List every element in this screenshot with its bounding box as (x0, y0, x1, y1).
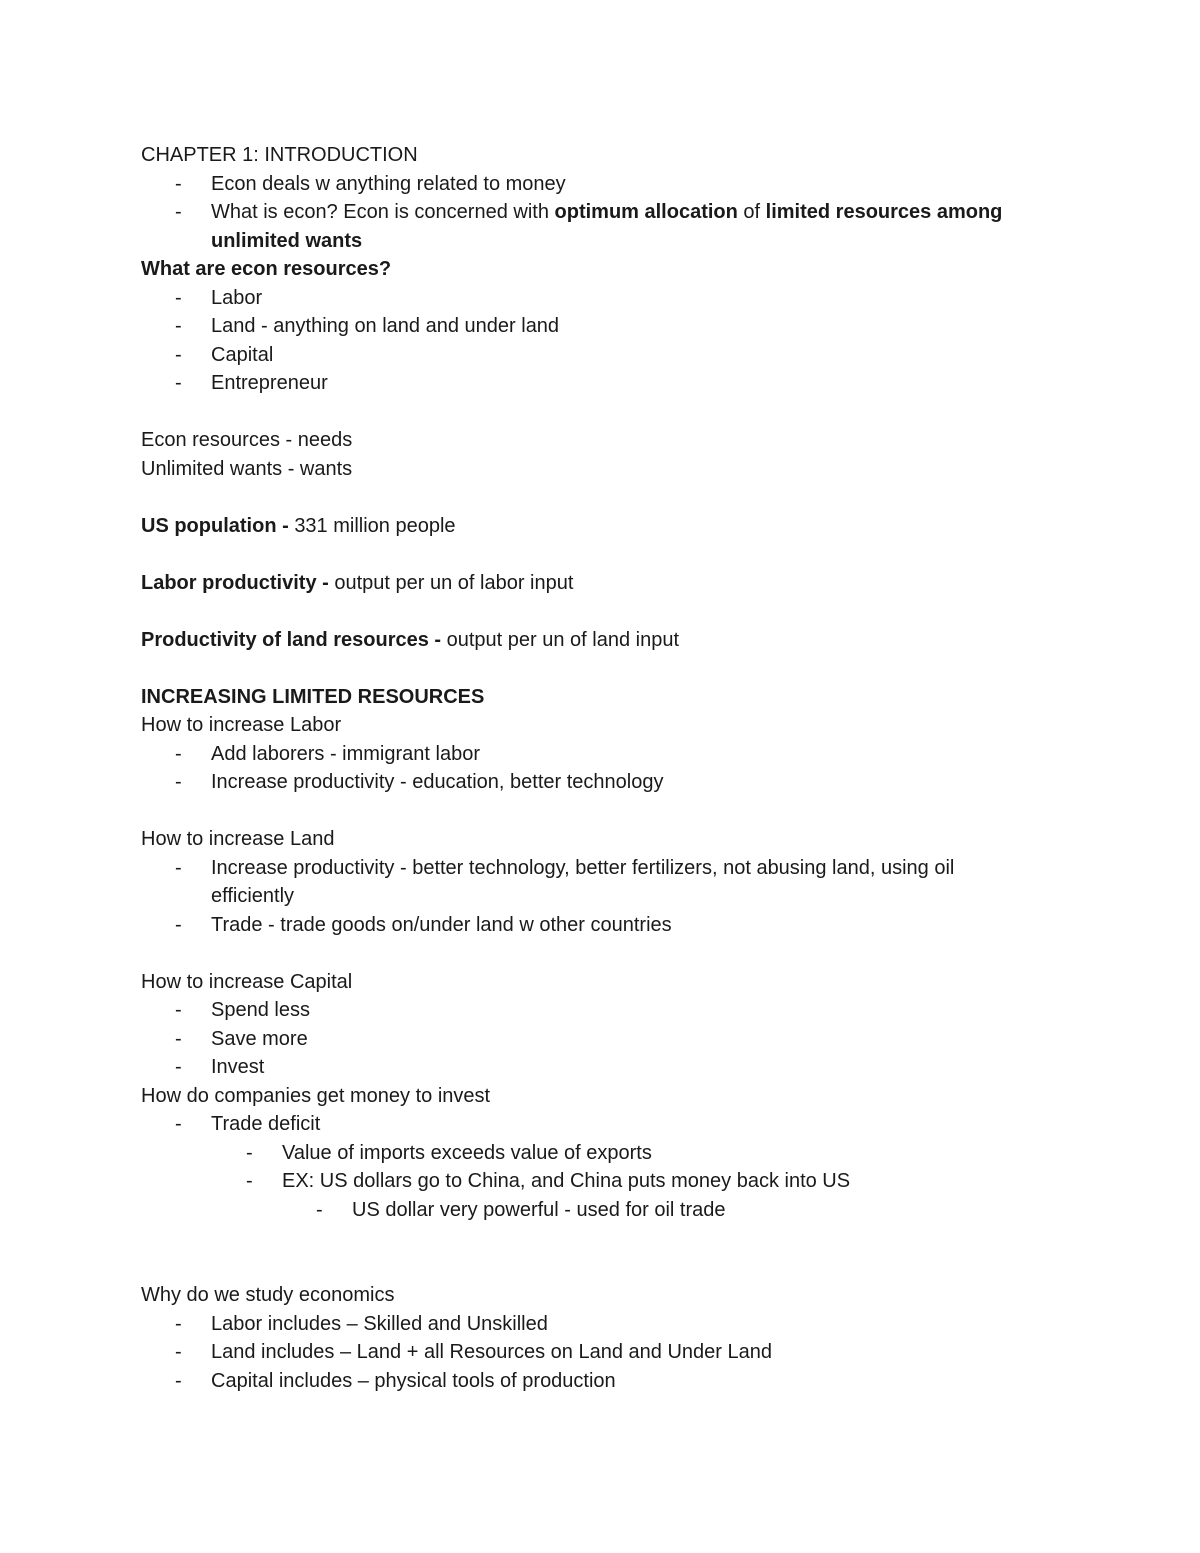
chapter-title: CHAPTER 1: INTRODUCTION (141, 144, 418, 166)
subsection-heading: How to increase Capital (141, 970, 353, 993)
definition-text: output per un of land input (446, 628, 680, 651)
list-item (141, 1338, 1041, 1367)
list-item (141, 341, 1041, 370)
definition-term: Labor productivity - (141, 571, 335, 594)
document-page (141, 141, 1041, 1395)
bullet-dash: - (316, 1198, 323, 1221)
bullet-dash: - (175, 1056, 182, 1078)
list-item (141, 740, 1041, 769)
list-item-text: Value of imports exceeds value of exports (282, 1141, 652, 1164)
definition-text: 331 million people (294, 514, 456, 537)
definition-term: Productivity of land resources - (141, 628, 447, 651)
list-item-text: of (737, 201, 766, 223)
list-item-text: Invest (211, 1056, 265, 1078)
list-item (141, 768, 1041, 797)
list-item (141, 1367, 1041, 1396)
list-item (141, 1053, 1041, 1082)
list-item (141, 284, 1041, 313)
list-item-text: Land includes – Land + all Resources on Land and Under Land (211, 1341, 772, 1363)
list-item-text: Spend less (211, 999, 310, 1021)
bullet-dash: - (175, 1027, 182, 1050)
blank-line (141, 540, 1041, 569)
bullet-dash: - (175, 343, 182, 366)
bullet-dash: - (175, 286, 182, 309)
section-heading: INCREASING LIMITED RESOURCES (141, 685, 485, 708)
bullet-dash: - (175, 372, 182, 394)
bullet-dash: - (175, 913, 182, 936)
blank-line (141, 797, 1041, 826)
bullet-dash: - (175, 856, 182, 879)
subsection-heading: How to increase Labor (141, 714, 342, 736)
list-item-text: What is econ? Econ is concerned with (211, 201, 555, 223)
list-item-text: Trade - trade goods on/under land w other countries (211, 913, 672, 936)
definition-line (141, 569, 1041, 598)
bold-term: optimum allocation (554, 201, 738, 223)
list-item (141, 198, 1041, 255)
subsection-heading: Why do we study economics (141, 1284, 395, 1306)
list-item (141, 1025, 1041, 1054)
definition-text: output per un of labor input (334, 571, 574, 594)
bullet-dash: - (175, 771, 182, 793)
blank-line (141, 939, 1041, 968)
list-item (141, 312, 1041, 341)
nested-list-item (141, 1139, 1041, 1168)
list-item-text: Increase productivity - better technology, better fertilizers, not abusing land, using oil efficiently (211, 856, 955, 907)
list-item-text: Capital (211, 343, 274, 366)
section-heading: What are econ resources? (141, 258, 392, 280)
list-item-text: Labor (211, 286, 263, 309)
list-item-text: US dollar very powerful - used for oil trade (352, 1198, 726, 1221)
list-item (141, 170, 1041, 199)
list-item-text: Land - anything on land and under land (211, 315, 560, 337)
definition-line (141, 626, 1041, 655)
bullet-dash: - (175, 742, 182, 765)
subsection-heading: How to increase Land (141, 828, 335, 850)
bullet-dash: - (175, 1113, 182, 1135)
bullet-dash: - (175, 1312, 182, 1335)
list-item-text: Capital includes – physical tools of production (211, 1369, 616, 1392)
bullet-dash: - (175, 201, 182, 223)
list-item (141, 1310, 1041, 1339)
list-item (141, 996, 1041, 1025)
blank-line (141, 597, 1041, 626)
bullet-dash: - (175, 1341, 182, 1363)
bullet-dash: - (246, 1141, 253, 1164)
text-line: Unlimited wants - wants (141, 457, 353, 480)
list-item-text: Entrepreneur (211, 372, 328, 394)
blank-line (141, 398, 1041, 427)
definition-term: US population - (141, 514, 295, 537)
list-item-text: Save more (211, 1027, 308, 1050)
list-item (141, 1110, 1041, 1139)
bold-term: limited resources among unlimited wants (211, 201, 1003, 252)
bullet-dash: - (175, 1369, 182, 1392)
nested-list-item (141, 1167, 1041, 1196)
nested-list-item (141, 1196, 1041, 1225)
list-item-text: Labor includes – Skilled and Unskilled (211, 1312, 548, 1335)
blank-line (141, 483, 1041, 512)
blank-line (141, 654, 1041, 683)
definition-line (141, 512, 1041, 541)
blank-line (141, 1224, 1041, 1253)
bullet-dash: - (175, 172, 182, 195)
blank-line (141, 1253, 1041, 1282)
text-line: Econ resources - needs (141, 429, 353, 451)
list-item (141, 911, 1041, 940)
list-item-text: Increase productivity - education, better technology (211, 771, 664, 793)
bullet-dash: - (175, 999, 182, 1021)
list-item (141, 854, 1041, 911)
list-item-text: EX: US dollars go to China, and China puts money back into US (282, 1170, 851, 1192)
list-item (141, 369, 1041, 398)
list-item-text: Trade deficit (211, 1113, 321, 1135)
bullet-dash: - (246, 1170, 253, 1192)
list-item-text: Add laborers - immigrant labor (211, 742, 480, 765)
bullet-dash: - (175, 315, 182, 337)
list-item-text: Econ deals w anything related to money (211, 172, 566, 195)
subsection-heading: How do companies get money to invest (141, 1084, 491, 1107)
